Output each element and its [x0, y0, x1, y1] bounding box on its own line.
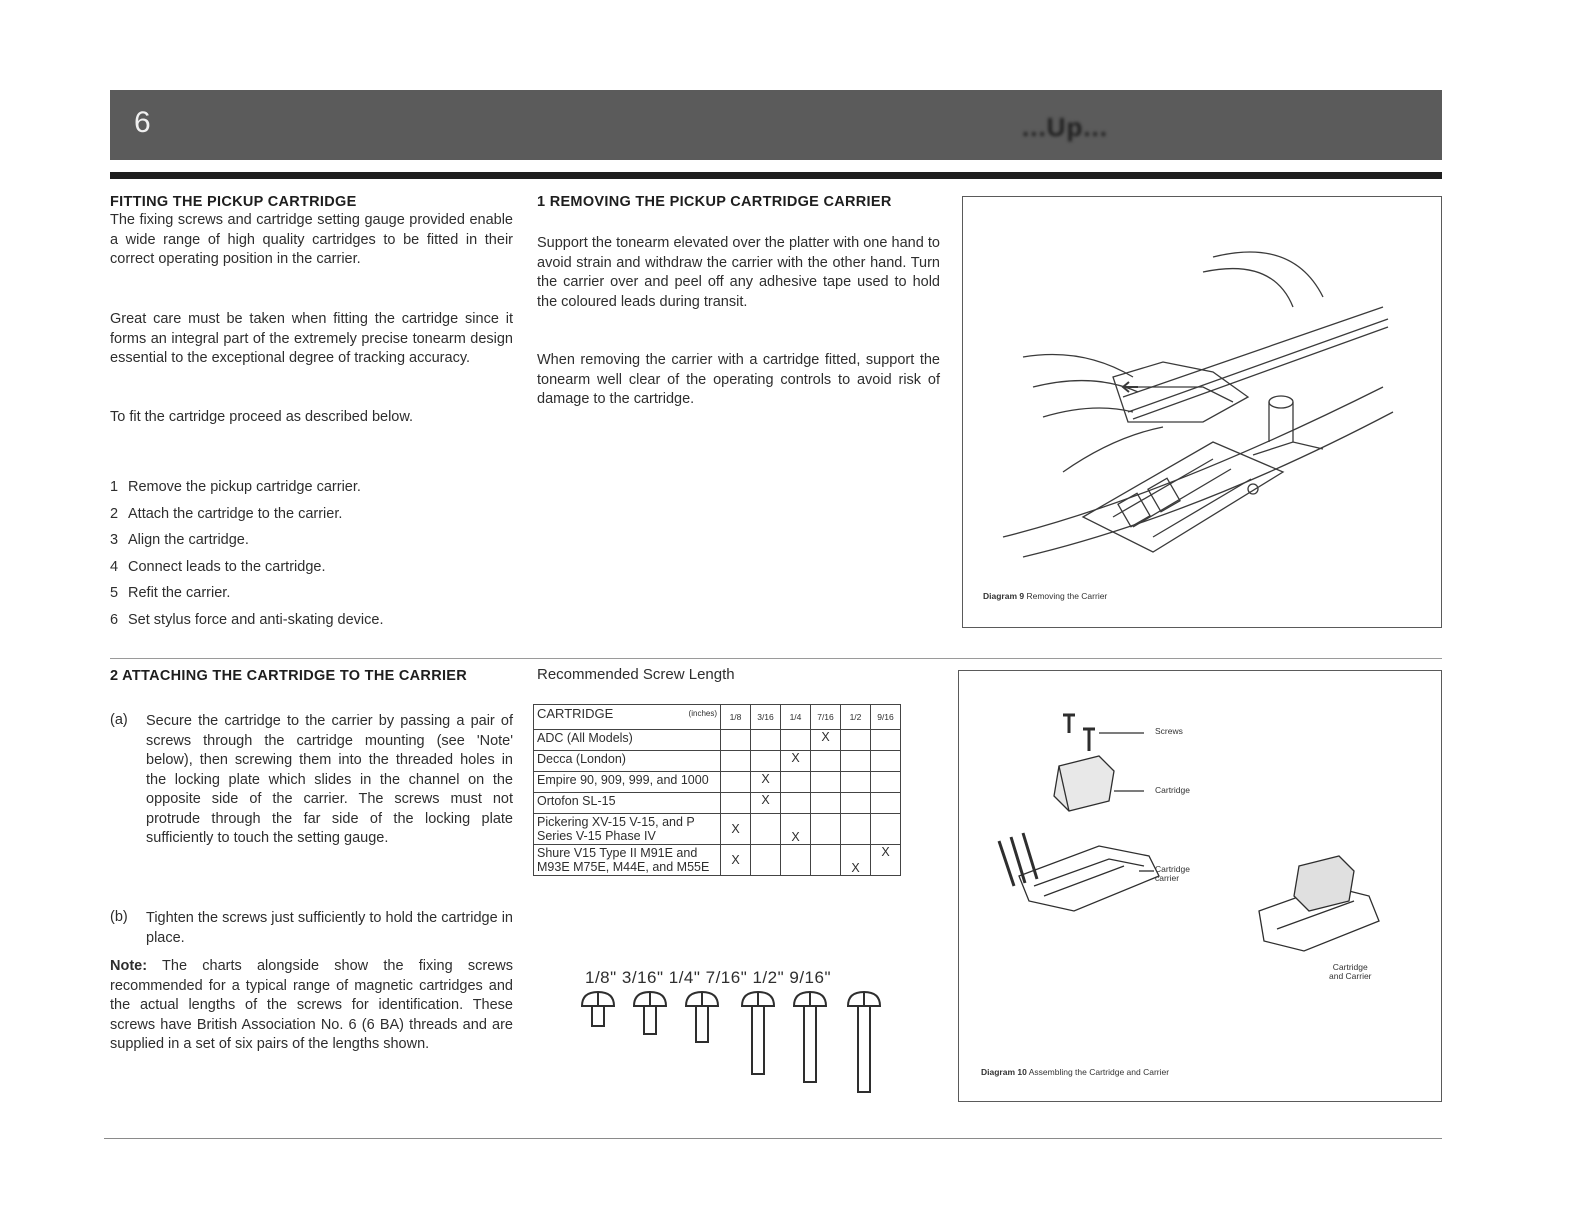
fitting-para-1: The fixing screws and cartridge setting gauge provided enable a wide range of high quality cartridges to be fitted in their correct operating position in the carrier. [110, 212, 513, 267]
cartridge-name: Shure V15 Type II M91E and M93E M75E, M44E, and M55E [534, 845, 721, 876]
screw-icon [686, 992, 718, 1042]
page-number: 6 [134, 106, 151, 139]
label-cartridge: Cartridge [1155, 785, 1190, 795]
header-rule [110, 172, 1442, 179]
table-cell [751, 751, 781, 772]
cartridge-name: ADC (All Models) [534, 730, 721, 751]
screw-table-title: Recommended Screw Length [537, 666, 735, 683]
cartridge-name: Decca (London) [534, 751, 721, 772]
section-heading-removing: 1 REMOVING THE PICKUP CARTRIDGE CARRIER [537, 194, 892, 210]
diagram-9-caption: Diagram 9 Removing the Carrier [983, 591, 1108, 601]
section-divider [110, 658, 1442, 659]
table-cell [751, 845, 781, 876]
cartridge-name: Ortofon SL-15 [534, 793, 721, 814]
label-cartridge-carrier: Cartridge carrier [1155, 864, 1190, 883]
label-screws: Screws [1155, 726, 1183, 736]
removing-para-1: Support the tonearm elevated over the platter with one hand to avoid strain and withdraw the carrier with the other hand. Turn the carrier over and peel off any adhesive tape used to hold the coloured leads during transit. [537, 235, 940, 310]
cartridge-name: Pickering XV-15 V-15, and P Series V-15 Phase IV [534, 814, 721, 845]
item-b-text: Tighten the screws just sufficiently to hold the cartridge in place. [146, 910, 513, 946]
table-cell [811, 751, 841, 772]
diagram-10-caption: Diagram 10 Assembling the Cartridge and Carrier [981, 1067, 1170, 1077]
table-cell [871, 814, 901, 845]
list-item: 6 Set stylus force and anti-skating device. [110, 611, 384, 628]
table-cell: X [721, 814, 751, 845]
column-header: 1/4 [781, 705, 811, 730]
table-cell [781, 772, 811, 793]
screw-length-table [533, 704, 901, 876]
table-cell [721, 730, 751, 751]
table-cell [841, 814, 871, 845]
cartridge-carrier-illustration [959, 671, 1441, 1101]
table-cell [871, 751, 901, 772]
removing-para-2: When removing the carrier with a cartridge fitted, support the tonearm well clear of the operating controls to avoid risk of damage to the cartridge. [537, 352, 940, 407]
table-cell [811, 845, 841, 876]
item-a-label: (a) [110, 712, 128, 728]
screw-icon [742, 992, 774, 1074]
screw-icon [848, 992, 880, 1092]
screw-length-illustrations [580, 990, 900, 1100]
table-cell [781, 730, 811, 751]
fitting-para-2: Great care must be taken when fitting the cartridge since it forms an integral part of the extremely precise tonearm design essential to the exceptional degree of tracking accuracy. [110, 311, 513, 366]
table-row [534, 814, 901, 845]
table-cell [781, 845, 811, 876]
column-header-unit: (inches) [688, 709, 717, 718]
screw-icon [634, 992, 666, 1034]
table-cell [841, 751, 871, 772]
list-item: 4 Connect leads to the cartridge. [110, 558, 326, 575]
table-cell [841, 793, 871, 814]
list-item: 2 Attach the cartridge to the carrier. [110, 505, 343, 522]
table-cell [721, 751, 751, 772]
table-cell [721, 793, 751, 814]
column-header: 3/16 [751, 705, 781, 730]
column-header-cartridge: CARTRIDGE [537, 706, 614, 721]
table-row [534, 793, 901, 814]
table-cell [811, 793, 841, 814]
screw-length-labels: 1/8" 3/16" 1/4" 7/16" 1/2" 9/16" [585, 968, 831, 987]
section-heading-attaching: 2 ATTACHING THE CARTRIDGE TO THE CARRIER [110, 668, 468, 684]
column-header: 1/8 [721, 705, 751, 730]
note-paragraph: Note: The charts alongside show the fixing screws recommended for a typical range of magnetic cartridges and the actual lengths of the screws for identification. These screws have British Association No. 6 (6 BA) threads and are supplied in a set of six pairs of the lengths shown. [110, 958, 513, 1052]
table-cell: X [751, 793, 781, 814]
table-cell [781, 793, 811, 814]
list-item: 1 Remove the pickup cartridge carrier. [110, 479, 361, 495]
table-cell [751, 814, 781, 845]
table-cell: X [721, 845, 751, 876]
table-cell [841, 730, 871, 751]
table-cell [871, 772, 901, 793]
tonearm-illustration [963, 197, 1441, 627]
table-cell [811, 814, 841, 845]
table-cell: X [811, 730, 841, 751]
diagram-9-removing-carrier [962, 196, 1442, 628]
table-cell [811, 772, 841, 793]
page-header-bar [110, 90, 1442, 160]
table-row [534, 772, 901, 793]
item-b-label: (b) [110, 909, 128, 925]
table-cell: X [841, 845, 871, 876]
table-cell [721, 772, 751, 793]
fitting-steps-list [110, 474, 530, 633]
table-row [534, 845, 901, 876]
footer-rule [104, 1138, 1442, 1139]
table-cell [871, 793, 901, 814]
table-cell: X [751, 772, 781, 793]
diagram-10-assembling [958, 670, 1442, 1102]
table-cell: X [781, 814, 811, 845]
table-cell [841, 772, 871, 793]
table-cell: X [781, 751, 811, 772]
table-header-row [534, 705, 901, 730]
screw-icon [794, 992, 826, 1082]
section-heading-fitting: FITTING THE PICKUP CARTRIDGE [110, 194, 357, 210]
table-cell [751, 730, 781, 751]
item-a-text: Secure the cartridge to the carrier by passing a pair of screws through the cartridge mounting (see 'Note' below), then screwing them into the threaded holes in the locking plate which slides in the channel on the opposite side of the carrier. The screws must not protrude through the far side of the locking plate sufficiently to touch the setting gauge. [146, 713, 513, 846]
list-item: 3 Align the cartridge. [110, 532, 249, 548]
table-cell: X [871, 845, 901, 876]
label-cartridge-and-carrier: Cartridge and Carrier [1329, 962, 1372, 981]
header-title: ...Up... [1022, 112, 1108, 142]
table-row [534, 751, 901, 772]
fitting-para-3: To fit the cartridge proceed as described below. [110, 409, 414, 425]
table-row [534, 730, 901, 751]
table-cell [871, 730, 901, 751]
column-header: 9/16 [871, 705, 901, 730]
column-header: 1/2 [841, 705, 871, 730]
screw-icon [582, 992, 614, 1026]
column-header: 7/16 [811, 705, 841, 730]
cartridge-name: Empire 90, 909, 999, and 1000 [534, 772, 721, 793]
list-item: 5 Refit the carrier. [110, 585, 231, 601]
